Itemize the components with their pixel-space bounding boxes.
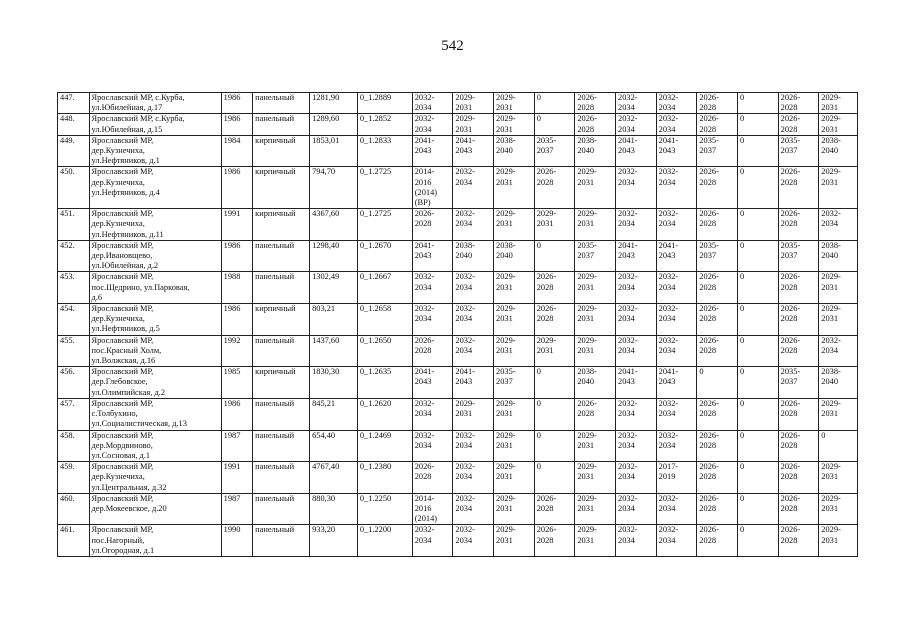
period-cell: 2026- 2028 (697, 398, 738, 430)
period-cell: 2032- 2034 (616, 304, 657, 336)
code-cell: 0_1.2725 (357, 209, 412, 241)
period-cell: 2041- 2043 (412, 240, 453, 272)
period-cell: 2032- 2034 (616, 398, 657, 430)
period-cell: 0 (737, 367, 778, 399)
table-row (58, 304, 858, 336)
period-cell: 2032- 2034 (453, 209, 494, 241)
period-cell: 2035- 2037 (697, 240, 738, 272)
address-cell: Ярославский МР, дер.Кузнечиха, ул.Нефтяников, д.11 (89, 209, 221, 241)
wall-material-cell: кирпичный (253, 135, 310, 167)
period-cell: 2029- 2031 (575, 525, 616, 557)
row-number: 448. (58, 114, 90, 135)
address-cell: Ярославский МР, дер.Глебовское, ул.Олимпийская, д.2 (89, 367, 221, 399)
row-number: 454. (58, 304, 90, 336)
period-cell: 2032- 2034 (616, 335, 657, 367)
period-cell: 2026- 2028 (534, 304, 575, 336)
year-cell: 1986 (221, 114, 253, 135)
wall-material-cell: панельный (253, 114, 310, 135)
year-cell: 1986 (221, 93, 253, 114)
period-cell: 2026- 2028 (697, 462, 738, 494)
wall-material-cell: кирпичный (253, 304, 310, 336)
address-cell: Ярославский МР, пос.Щедрино, ул.Парковая, д.6 (89, 272, 221, 304)
period-cell: 2029- 2031 (575, 304, 616, 336)
period-cell: 2032- 2034 (616, 209, 657, 241)
period-cell: 2029- 2031 (819, 114, 858, 135)
period-cell: 2035- 2037 (778, 367, 819, 399)
period-cell: 2029- 2031 (819, 304, 858, 336)
period-cell: 2026- 2028 (778, 398, 819, 430)
wall-material-cell: панельный (253, 525, 310, 557)
area-cell: 794,70 (310, 167, 358, 209)
period-cell: 0 (534, 240, 575, 272)
period-cell: 2026- 2028 (778, 209, 819, 241)
period-cell: 0 (737, 209, 778, 241)
period-cell: 2029- 2031 (575, 430, 616, 462)
address-cell: Ярославский МР, дер.Кузнечиха, ул.Нефтяников, д.4 (89, 167, 221, 209)
table-row (58, 462, 858, 494)
period-cell: 2029- 2031 (575, 462, 616, 494)
period-cell: 2026- 2028 (697, 493, 738, 525)
period-cell: 2041- 2043 (656, 240, 697, 272)
code-cell: 0_1.2469 (357, 430, 412, 462)
period-cell: 2026- 2028 (778, 462, 819, 494)
area-cell: 1298,40 (310, 240, 358, 272)
period-cell: 2032- 2034 (453, 493, 494, 525)
wall-material-cell: панельный (253, 272, 310, 304)
period-cell: 2026- 2028 (412, 209, 453, 241)
period-cell: 2032- 2034 (656, 272, 697, 304)
period-cell: 2029- 2031 (494, 525, 535, 557)
period-cell: 2035- 2037 (778, 135, 819, 167)
period-cell: 2032- 2034 (412, 398, 453, 430)
period-cell: 2026- 2028 (697, 114, 738, 135)
period-cell: 2038- 2040 (575, 135, 616, 167)
area-cell: 1302,49 (310, 272, 358, 304)
period-cell: 2035- 2037 (494, 367, 535, 399)
period-cell: 2038- 2040 (819, 240, 858, 272)
period-cell: 2029- 2031 (494, 167, 535, 209)
code-cell: 0_1.2667 (357, 272, 412, 304)
period-cell: 2041- 2043 (412, 367, 453, 399)
table-row (58, 493, 858, 525)
period-cell: 2029- 2031 (494, 114, 535, 135)
row-number: 447. (58, 93, 90, 114)
period-cell: 0 (737, 304, 778, 336)
period-cell: 0 (534, 114, 575, 135)
table-row (58, 398, 858, 430)
period-cell: 2032- 2034 (656, 398, 697, 430)
period-cell: 2026- 2028 (778, 525, 819, 557)
year-cell: 1992 (221, 335, 253, 367)
table-row (58, 430, 858, 462)
code-cell: 0_1.2200 (357, 525, 412, 557)
year-cell: 1987 (221, 430, 253, 462)
period-cell: 2032- 2034 (453, 335, 494, 367)
year-cell: 1986 (221, 398, 253, 430)
year-cell: 1990 (221, 525, 253, 557)
wall-material-cell: панельный (253, 430, 310, 462)
period-cell: 2035- 2037 (778, 240, 819, 272)
period-cell: 2032- 2034 (616, 272, 657, 304)
code-cell: 0_1.2658 (357, 304, 412, 336)
period-cell: 2029- 2031 (494, 493, 535, 525)
period-cell: 2041- 2043 (616, 135, 657, 167)
period-cell: 2032- 2034 (616, 525, 657, 557)
area-cell: 933,20 (310, 525, 358, 557)
period-cell: 2035- 2037 (575, 240, 616, 272)
year-cell: 1985 (221, 367, 253, 399)
period-cell: 2038- 2040 (575, 367, 616, 399)
period-cell: 2032- 2034 (656, 335, 697, 367)
period-cell: 2032- 2034 (412, 93, 453, 114)
period-cell: 2026- 2028 (697, 272, 738, 304)
area-cell: 1830,30 (310, 367, 358, 399)
period-cell: 2032- 2034 (656, 430, 697, 462)
period-cell: 2032- 2034 (453, 462, 494, 494)
area-cell: 803,21 (310, 304, 358, 336)
period-cell: 2032- 2034 (453, 167, 494, 209)
period-cell: 2032- 2034 (453, 525, 494, 557)
period-cell: 2032- 2034 (819, 209, 858, 241)
area-cell: 654,40 (310, 430, 358, 462)
period-cell: 2026- 2028 (412, 335, 453, 367)
wall-material-cell: кирпичный (253, 209, 310, 241)
code-cell: 0_1.2635 (357, 367, 412, 399)
period-cell: 0 (737, 398, 778, 430)
address-cell: Ярославский МР, с.Толбухино, ул.Социалистическая, д.13 (89, 398, 221, 430)
period-cell: 2026- 2028 (697, 209, 738, 241)
table-row (58, 167, 858, 209)
period-cell: 2032- 2034 (656, 525, 697, 557)
period-cell: 2035- 2037 (697, 135, 738, 167)
period-cell: 0 (534, 398, 575, 430)
period-cell: 2032- 2034 (616, 493, 657, 525)
wall-material-cell: панельный (253, 335, 310, 367)
period-cell: 2026- 2028 (534, 167, 575, 209)
wall-material-cell: кирпичный (253, 367, 310, 399)
period-cell: 2041- 2043 (412, 135, 453, 167)
period-cell: 2032- 2034 (412, 304, 453, 336)
address-cell: Ярославский МР, дер.Мокеевское, д.20 (89, 493, 221, 525)
period-cell: 2032- 2034 (453, 430, 494, 462)
period-cell: 2026- 2028 (534, 272, 575, 304)
code-cell: 0_1.2852 (357, 114, 412, 135)
row-number: 457. (58, 398, 90, 430)
period-cell: 2026- 2028 (697, 304, 738, 336)
period-cell: 2038- 2040 (819, 135, 858, 167)
period-cell: 2041- 2043 (656, 135, 697, 167)
period-cell: 2029- 2031 (819, 167, 858, 209)
period-cell: 2029- 2031 (494, 272, 535, 304)
period-cell: 2032- 2034 (412, 114, 453, 135)
period-cell: 2032- 2034 (453, 272, 494, 304)
table-row (58, 525, 858, 557)
row-number: 452. (58, 240, 90, 272)
address-cell: Ярославский МР, дер.Кузнечиха, ул.Нефтяников, д.5 (89, 304, 221, 336)
period-cell: 2029- 2031 (494, 430, 535, 462)
period-cell: 2014- 2016 (2014) (ВР) (412, 167, 453, 209)
period-cell: 2032- 2034 (656, 209, 697, 241)
period-cell: 2029- 2031 (494, 335, 535, 367)
period-cell: 0 (737, 430, 778, 462)
row-number: 451. (58, 209, 90, 241)
wall-material-cell: кирпичный (253, 167, 310, 209)
row-number: 461. (58, 525, 90, 557)
wall-material-cell: панельный (253, 462, 310, 494)
period-cell: 2032- 2034 (412, 525, 453, 557)
period-cell: 2032- 2034 (616, 93, 657, 114)
row-number: 449. (58, 135, 90, 167)
table-row (58, 209, 858, 241)
code-cell: 0_1.2725 (357, 167, 412, 209)
period-cell: 2026- 2028 (534, 493, 575, 525)
wall-material-cell: панельный (253, 398, 310, 430)
wall-material-cell: панельный (253, 493, 310, 525)
area-cell: 1281,90 (310, 93, 358, 114)
row-number: 459. (58, 462, 90, 494)
period-cell: 2029- 2031 (575, 493, 616, 525)
period-cell: 2029- 2031 (575, 167, 616, 209)
year-cell: 1988 (221, 272, 253, 304)
period-cell: 0 (534, 430, 575, 462)
code-cell: 0_1.2650 (357, 335, 412, 367)
table-row (58, 240, 858, 272)
period-cell: 2026- 2028 (778, 93, 819, 114)
period-cell: 2026- 2028 (697, 167, 738, 209)
year-cell: 1986 (221, 304, 253, 336)
period-cell: 2029- 2031 (534, 335, 575, 367)
period-cell: 2041- 2043 (453, 135, 494, 167)
code-cell: 0_1.2670 (357, 240, 412, 272)
period-cell: 2035- 2037 (534, 135, 575, 167)
period-cell: 2038- 2040 (819, 367, 858, 399)
period-cell: 2029- 2031 (819, 398, 858, 430)
table-row (58, 335, 858, 367)
period-cell: 2032- 2034 (656, 493, 697, 525)
period-cell: 2038- 2040 (453, 240, 494, 272)
period-cell: 0 (737, 93, 778, 114)
housing-register-table (57, 92, 858, 557)
period-cell: 2032- 2034 (412, 430, 453, 462)
period-cell: 2026- 2028 (412, 462, 453, 494)
period-cell: 2041- 2043 (616, 240, 657, 272)
area-cell: 880,30 (310, 493, 358, 525)
period-cell: 2026- 2028 (697, 430, 738, 462)
row-number: 460. (58, 493, 90, 525)
period-cell: 0 (534, 462, 575, 494)
wall-material-cell: панельный (253, 93, 310, 114)
period-cell: 2029- 2031 (494, 93, 535, 114)
period-cell: 2041- 2043 (616, 367, 657, 399)
year-cell: 1991 (221, 209, 253, 241)
address-cell: Ярославский МР, пос.Красный Холм, ул.Волжская, д.16 (89, 335, 221, 367)
area-cell: 1437,60 (310, 335, 358, 367)
code-cell: 0_1.2250 (357, 493, 412, 525)
period-cell: 0 (697, 367, 738, 399)
row-number: 455. (58, 335, 90, 367)
table-row (58, 135, 858, 167)
period-cell: 2032- 2034 (616, 462, 657, 494)
period-cell: 2032- 2034 (616, 167, 657, 209)
period-cell: 2029- 2031 (575, 209, 616, 241)
area-cell: 845,21 (310, 398, 358, 430)
row-number: 458. (58, 430, 90, 462)
period-cell: 2029- 2031 (819, 462, 858, 494)
period-cell: 2032- 2034 (819, 335, 858, 367)
table-body (58, 93, 858, 557)
area-cell: 4367,60 (310, 209, 358, 241)
period-cell: 0 (534, 367, 575, 399)
period-cell: 2026- 2028 (575, 114, 616, 135)
period-cell: 2029- 2031 (494, 398, 535, 430)
period-cell: 2032- 2034 (616, 430, 657, 462)
period-cell: 2026- 2028 (697, 525, 738, 557)
period-cell: 2032- 2034 (656, 304, 697, 336)
period-cell: 2029- 2031 (494, 304, 535, 336)
period-cell: 2029- 2031 (494, 209, 535, 241)
table-row (58, 367, 858, 399)
period-cell: 0 (737, 335, 778, 367)
period-cell: 0 (737, 272, 778, 304)
area-cell: 1289,60 (310, 114, 358, 135)
period-cell: 2026- 2028 (534, 525, 575, 557)
address-cell: Ярославский МР, дер.Кузнечиха, ул.Центральная, д.32 (89, 462, 221, 494)
period-cell: 2032- 2034 (656, 93, 697, 114)
period-cell: 2026- 2028 (778, 167, 819, 209)
period-cell: 2029- 2031 (575, 335, 616, 367)
period-cell: 2038- 2040 (494, 240, 535, 272)
address-cell: Ярославский МР, дер.Мордвиново, ул.Сосновая, д.1 (89, 430, 221, 462)
period-cell: 2026- 2028 (575, 93, 616, 114)
period-cell: 2029- 2031 (453, 93, 494, 114)
period-cell: 0 (737, 462, 778, 494)
period-cell: 2038- 2040 (494, 135, 535, 167)
address-cell: Ярославский МР, с.Курба, ул.Юбилейная, д.17 (89, 93, 221, 114)
period-cell: 0 (737, 493, 778, 525)
period-cell: 2026- 2028 (778, 272, 819, 304)
period-cell: 2026- 2028 (778, 335, 819, 367)
year-cell: 1991 (221, 462, 253, 494)
area-cell: 1853,01 (310, 135, 358, 167)
period-cell: 2029- 2031 (819, 272, 858, 304)
address-cell: Ярославский МР, пос.Нагорный, ул.Огородная, д.1 (89, 525, 221, 557)
period-cell: 0 (819, 430, 858, 462)
period-cell: 2026- 2028 (697, 335, 738, 367)
period-cell: 0 (737, 135, 778, 167)
period-cell: 2026- 2028 (778, 430, 819, 462)
address-cell: Ярославский МР, дер.Кузнечиха, ул.Нефтяников, д.1 (89, 135, 221, 167)
page-number: 542 (441, 38, 464, 54)
period-cell: 0 (737, 525, 778, 557)
period-cell: 2026- 2028 (778, 114, 819, 135)
period-cell: 2029- 2031 (575, 272, 616, 304)
code-cell: 0_1.2833 (357, 135, 412, 167)
period-cell: 2026- 2028 (778, 493, 819, 525)
area-cell: 4767,40 (310, 462, 358, 494)
year-cell: 1986 (221, 167, 253, 209)
period-cell: 2029- 2031 (819, 493, 858, 525)
period-cell: 2026- 2028 (778, 304, 819, 336)
period-cell: 2029- 2031 (453, 114, 494, 135)
table-row (58, 114, 858, 135)
row-number: 453. (58, 272, 90, 304)
period-cell: 2029- 2031 (453, 398, 494, 430)
year-cell: 1984 (221, 135, 253, 167)
period-cell: 2029- 2031 (494, 462, 535, 494)
period-cell: 2029- 2031 (534, 209, 575, 241)
year-cell: 1987 (221, 493, 253, 525)
period-cell: 2029- 2031 (819, 93, 858, 114)
year-cell: 1986 (221, 240, 253, 272)
period-cell: 0 (737, 114, 778, 135)
code-cell: 0_1.2380 (357, 462, 412, 494)
period-cell: 0 (534, 93, 575, 114)
period-cell: 2029- 2031 (819, 525, 858, 557)
wall-material-cell: панельный (253, 240, 310, 272)
period-cell: 2041- 2043 (453, 367, 494, 399)
code-cell: 0_1.2620 (357, 398, 412, 430)
period-cell: 2032- 2034 (412, 272, 453, 304)
table-row (58, 93, 858, 114)
period-cell: 2032- 2034 (616, 114, 657, 135)
row-number: 456. (58, 367, 90, 399)
address-cell: Ярославский МР, с.Курба, ул.Юбилейная, д.15 (89, 114, 221, 135)
period-cell: 2026- 2028 (697, 93, 738, 114)
code-cell: 0_1.2889 (357, 93, 412, 114)
period-cell: 2014- 2016 (2014) (412, 493, 453, 525)
row-number: 450. (58, 167, 90, 209)
period-cell: 2032- 2034 (453, 304, 494, 336)
period-cell: 2032- 2034 (656, 114, 697, 135)
period-cell: 2026- 2028 (575, 398, 616, 430)
period-cell: 2041- 2043 (656, 367, 697, 399)
period-cell: 2032- 2034 (656, 167, 697, 209)
period-cell: 0 (737, 167, 778, 209)
address-cell: Ярославский МР, дер.Ивановщево, ул.Юбилейная, д.2 (89, 240, 221, 272)
period-cell: 0 (737, 240, 778, 272)
period-cell: 2017- 2019 (656, 462, 697, 494)
table-row (58, 272, 858, 304)
